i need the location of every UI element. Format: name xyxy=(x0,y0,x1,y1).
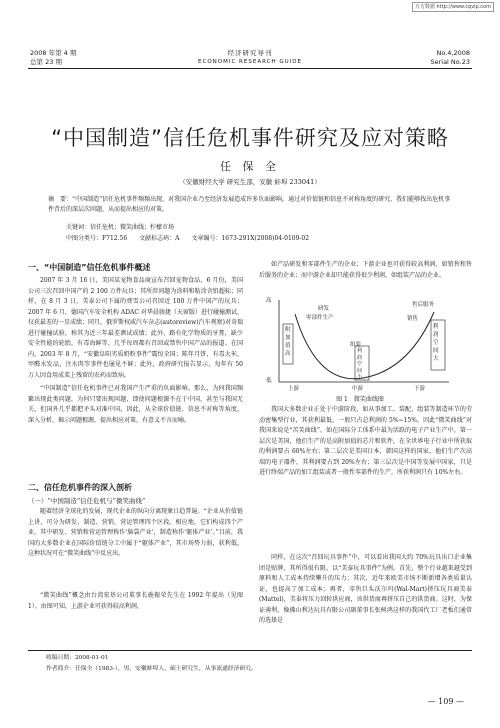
page-number: — 109 — xyxy=(427,697,464,706)
keywords: 关键词：信任危机；微笑曲线；柠檬市场 xyxy=(66,224,175,231)
x-label-downstream: 下游 xyxy=(414,386,426,392)
header-rule xyxy=(28,68,472,69)
x-label-midstream: 中游 xyxy=(352,386,364,392)
received-date: 收稿日期：2008-01-01 xyxy=(46,655,109,661)
low-profit-label: 利润空间小 xyxy=(357,348,363,380)
parts-label: 零部件生产 xyxy=(306,315,334,321)
author-bio: 作者简介：任保全（1983-），男，安徽蚌埠人，硕士研究生，从事流通经济研究。 xyxy=(46,666,257,672)
journal-name-en: ECONOMIC RESEARCH GUIDE xyxy=(198,59,302,65)
issue-number-en: No.4,2008 xyxy=(436,49,470,57)
footnote-rule xyxy=(28,650,472,651)
high-profit-label: 利润空间大 xyxy=(433,324,439,362)
right-col-top: 如产品研发和零部件生产的企业；下游企业也可获得较高利润，如销售和售后服务的企业；而中游企业却只能获得很少利润，如组装产品的企业。 xyxy=(259,261,472,279)
journal-name: 经济研究导刊 xyxy=(227,49,273,57)
author-affiliation: （安徽财经大学 研究生部，安徽 蚌埠 233041） xyxy=(179,178,321,186)
serial-number-en: Serial No.23 xyxy=(430,58,470,66)
serial-issue-label: 总第 23 期 xyxy=(30,58,62,66)
rd-label: 研发 xyxy=(318,306,330,312)
abstract: 摘 要：“中国制造”信任危机事件频频出现，对我国企业乃至经济发展造成许多负面影响。通过对价值链和信息不对称角度的研究，我们能够找出危机事件背后的深层次问题，从而提出相应的对策。 xyxy=(48,196,451,213)
section1-body2: “中国制造”信任危机事件已对我国产生严重的负面影响。那么，为何我国频繁出现此类问题，为何只要出现问题，即使问题根源不在于中国，甚至与我国无关，但国外几乎都把矛头对准中国，因此，从全球价值链、信息不对称等角度，深入分析，揭示问题根源，提出相应对策，有意义不言而喻。 xyxy=(28,385,243,424)
section2-heading: 二、信任危机事件的深入剖析 xyxy=(28,483,132,492)
added-value-label: 附加值高 xyxy=(285,327,291,357)
article-title: “中国制造”信任危机事件研究及应对策略 xyxy=(51,126,449,150)
section2-body2: “微笑曲线”概念由台湾宏基公司董事长施振荣先生在 1992 年提出（见图 1）。由图可知，上游企业可获得较高利润， xyxy=(28,592,243,610)
axis-high-label: 高 xyxy=(266,298,272,304)
right-col-body1: 我国大多数企业正处于中游阶段，如从事加工、装配、组装等制造环节的劳动密集型行业，其获利最低，一般只占总利润的 5%~15%，因此“微笑曲线”对我国来说是“苦笑曲线”。如在国际分工体系中最为活跃的电子产业生产中，第一层次是美国，他们生产的是高附加值的芯片和软件，在全世界电子行业中所获取的利润要占 60%左右；第二层次是美国日本，韩国这样的国家，他们生产次高端的电子器件，其利润要占到 20%左右；第三层次是中国等发展中国家，只是进行终端产品的加工组装或者一般性零部件的生产，所获利润只有 10%左右。 xyxy=(259,406,472,476)
section2-subheading: （一）“中国制造”信任危机与“微笑曲线” xyxy=(28,497,146,505)
source-stamp: 万方数据 http://www.cqvip.com xyxy=(412,2,494,12)
figure-caption: 图 1 微笑曲线图 xyxy=(336,396,384,403)
x-label-upstream: 上游 xyxy=(288,386,300,392)
axis-low-label: 低 xyxy=(266,378,272,384)
issue-label: 2008 年第 4 期 xyxy=(30,49,77,57)
assembly-label: 组装 xyxy=(350,342,362,348)
section2-body: 随着经济全球化的发展，现代企业的纵向分离现象日趋普遍。“企业从价值链上讲，可分为研发、制造、营销、营运管理四个区段。相应地，它们构成四个产业，其中研发、营销和营运管理称作‘脑袋产业’，制造称作‘躯体产业’。”目前，我国的大多数企业在国际价值链分工中属于“躯体产业”，其市场势力弱，获利低，这种状况可在“微笑曲线”中反应出。 xyxy=(28,508,243,557)
after-sales-label: 售后服务 xyxy=(412,302,435,308)
section1-heading: 一、“中国制造”信任危机事件概述 xyxy=(28,263,151,272)
sales-label: 销售 xyxy=(407,316,419,322)
right-col-body2: 同样，在这次“召回玩具事件”中，可以看出我国大约 70%玩具出口企业集团是贴牌，其所得很有限。以“美泰玩具事件”为例。首先，整个行业越来越受到原料和人工成本持续攀升的压力；其次，近年来欧美市场不断新增各类质量认证，也提高了加工成本；再者，零售巨头沃尔玛(Wal-Mart)挤压玩具商美泰(Mattel)，美泰将压力回转供应商，该供货商再挤压自己的供货商。这时，为保证薄利，像佛山利达玩具有限公司副董事长张树鸿这样的我国代工厂老板们通常的选择是 xyxy=(259,554,472,624)
section1-body: 2007 年 3 月 16 日，美国某宠物食品商宣布召回宠物食品，6 月份，美国公司三次召回中国产的 2 100 万件玩具；其所涉问题为涂料和粘涂含铅超标；同样，在 8 月 3 日，美泰公司下属的费雪公司召回近 100 万件中国产的玩具；2007 年 6 月，德国汽车安全机构 ADAC 对华晨骏捷（天窗版）进行碰撞测试，仅获最差的一星成绩；同月，俄罗斯权威汽车杂志(autoreview)汽车观察)对奇瑞进行碰撞试验，称其为近三年最差测试成绩；此外，路有化学物质的牙膏，缺少安全性能的轮胎，有毒海鲜等，几乎每周都有召回或禁售中国产品的报道。在国内，2003 年 8 月，“安徽阜阳劣质奶粉事件”震惊全国；陈年月饼，有毒大米，甲醛水发品，注水肉等事件也屡见不鲜；此外，政府研究报告显示，每年有 50 万人因食用成菜上残留的农药而致病。 xyxy=(28,277,243,379)
classification-line: 中图分类号：F712.56 文献标志码：A 文章编号：1673-291X(2008)04-0109-02 xyxy=(66,235,310,242)
author-name: 任 保 全 xyxy=(220,160,280,173)
